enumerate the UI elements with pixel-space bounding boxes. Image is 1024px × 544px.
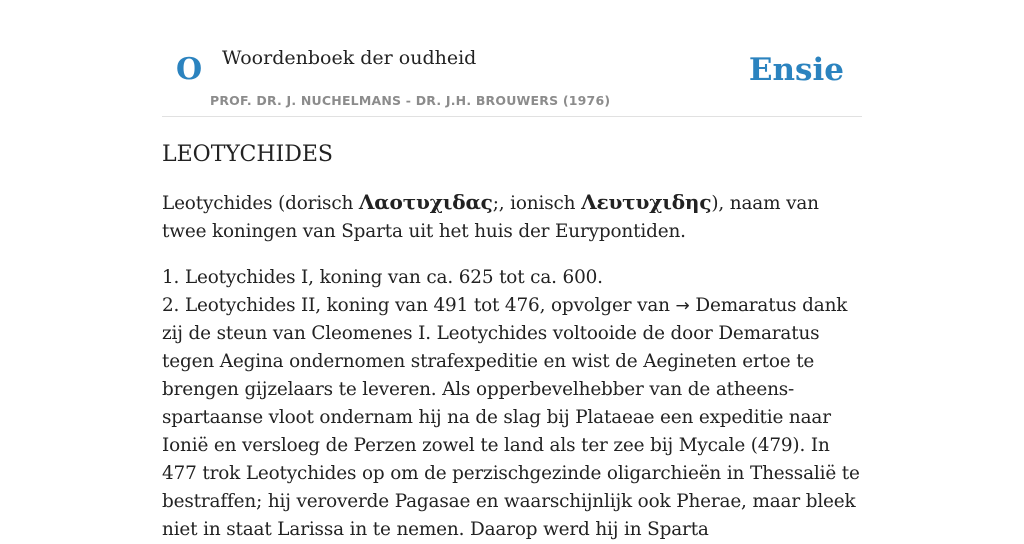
item-2-text-before: 2. Leotychides II, koning van 491 tot 476, opvolger van [162,295,676,316]
item-2-text-after: dank zij de steun van Cleomenes I. Leotychides voltooide de door Demaratus tegen Aegina ondernomen strafexpeditie en wist de Aegineten ertoe te brengen gijzelaars te leveren. Als opperbevelhebber van de atheens-spartaanse vloot ondernam hij na de slag bij Plataeae een expeditie naar Ionië en versloeg de Perzen zowel te land als ter zee bij Mycale (479). In 477 trok Leotychides op om de perzischgezinde oligarchieën in Thessalië te bestraffen; hij veroverde Pagasae en waarschijnlijk ook Pherae, maar bleek niet in staat Larissa in te nemen. Daarop werd hij in Sparta [162,295,860,540]
entry-intro [162,188,864,246]
site-header [162,0,862,117]
book-authors: PROF. DR. J. NUCHELMANS - DR. J.H. BROUWERS (1976) [210,93,611,108]
entry-title: LEOTYCHIDES [162,142,333,167]
greek-ionic-name: Λευτυχιδης [581,190,712,214]
demaratus-link[interactable]: Demaratus [695,295,797,316]
cross-reference-arrow-icon: → [675,296,690,316]
entry-item-1: 1. Leotychides I, koning van ca. 625 tot ca. 600. [162,267,603,288]
intro-text-1: Leotychides (dorisch [162,193,359,214]
intro-text-3: ), naam van twee koningen van Sparta uit het huis der Eurypontiden. [162,193,819,242]
ensie-logo[interactable]: Ensie [748,52,844,88]
greek-doric-name: Λαοτυχιδας [358,190,493,214]
book-logo-letter[interactable]: O [176,52,203,87]
book-title-link[interactable]: Woordenboek der oudheid [222,47,477,69]
intro-text-2: ;, ionisch [492,193,582,214]
entry-item-2 [162,292,864,544]
entry-content [162,138,864,544]
